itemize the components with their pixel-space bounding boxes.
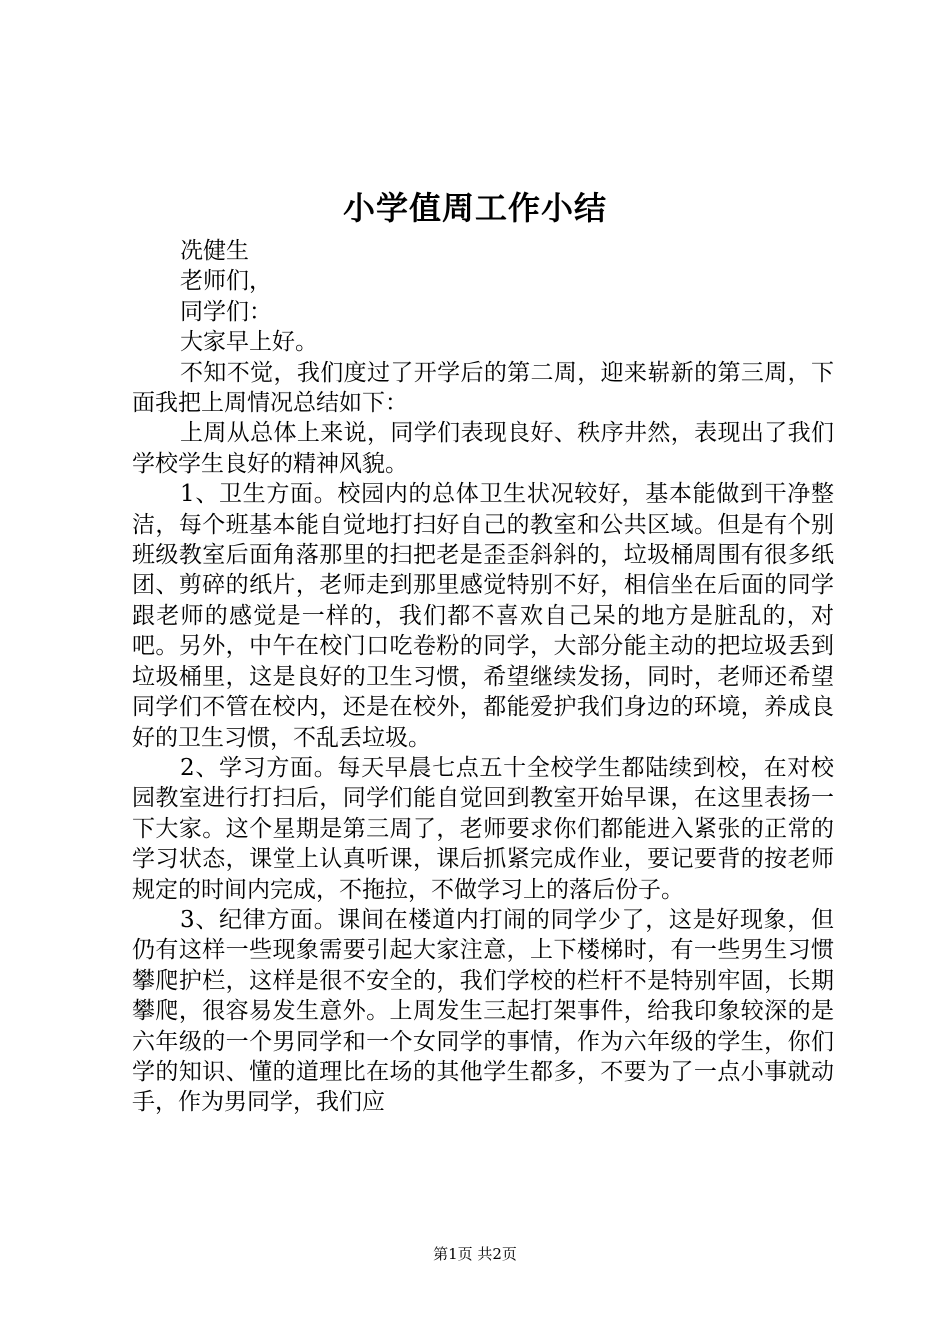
- greeting-teachers: 老师们，: [180, 268, 272, 295]
- page-number-footer: 第1页 共2页: [433, 1245, 517, 1263]
- paragraph-intro: 不知不觉，我们度过了开学后的第二周，迎来崭新的第三周，下面我把上周情况总结如下：: [132, 359, 834, 417]
- paragraph-hygiene: 1、卫生方面。校园内的总体卫生状况较好，基本能做到干净整洁，每个班基本能自觉地打扫好自己的教室和公共区域。但是有个别班级教室后面角落那里的扫把老是歪歪斜斜的，垃圾桶周围有很多纸团、剪碎的纸片，老师走到那里感觉特别不好，相信坐在后面的同学跟老师的感觉是一样的，我们都不喜欢自己呆的地方是脏乱的，对吧。另外，中午在校门口吃卷粉的同学，大部分能主动的把垃圾丢到垃圾桶里，这是良好的卫生习惯，希望继续发扬，同时，老师还希望同学们不管在校内，还是在校外，都能爱护我们身边的环境，养成良好的卫生习惯，不乱丢垃圾。: [132, 481, 834, 751]
- document-body: [132, 236, 834, 1118]
- greeting-students: 同学们：: [180, 298, 272, 325]
- paragraph-overview: 上周从总体上来说，同学们表现良好、秩序井然，表现出了我们学校学生良好的精神风貌。: [132, 420, 834, 477]
- paragraph-study: 2、学习方面。每天早晨七点五十全校学生都陆续到校，在对校园教室进行打扫后，同学们能自觉回到教室开始早课，在这里表扬一下大家。这个星期是第三周了，老师要求你们都能进入紧张的正常的学习状态，课堂上认真听课，课后抓紧完成作业，要记要背的按老师规定的时间内完成，不拖拉，不做学习上的落后份子。: [132, 754, 834, 903]
- author-line: 冼健生: [180, 238, 249, 264]
- document-title: 小学值周工作小结: [342, 189, 607, 227]
- greeting-morning: 大家早上好。: [180, 329, 318, 356]
- paragraph-discipline: 3、纪律方面。课间在楼道内打闹的同学少了，这是好现象，但仍有这样一些现象需要引起大家注意，上下楼梯时，有一些男生习惯攀爬护栏，这样是很不安全的，我们学校的栏杆不是特别牢固，长期攀爬，很容易发生意外。上周发生三起打架事件，给我印象较深的是六年级的一个男同学和一个女同学的事情，作为六年级的学生，你们学的知识、懂的道理比在场的其他学生都多，不要为了一点小事就动手，作为男同学，我们应: [132, 906, 834, 1116]
